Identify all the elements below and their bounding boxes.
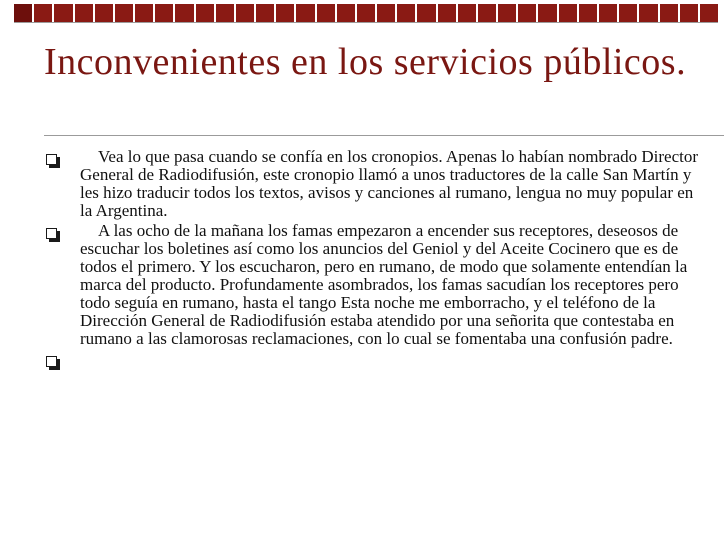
top-bar-block (357, 4, 375, 22)
bullet-text (80, 350, 704, 368)
top-bar-block (417, 4, 435, 22)
top-bar-block (559, 4, 577, 22)
top-bar-block (155, 4, 173, 22)
top-bar-block (216, 4, 234, 22)
top-bar-block (599, 4, 617, 22)
top-bar-block (397, 4, 415, 22)
bullet-text: Vea lo que pasa cuando se confía en los cronopios. Apenas lo habían nombrado Director General de Radiodifusión, este cronopio llamó a unos traductores de la calle San Martín y les hizo traducir todos los textos, avisos y canciones al rumano, lengua no muy popular en la Argentina. (80, 147, 699, 220)
square-bullet-icon (46, 356, 57, 367)
top-bar-block (337, 4, 355, 22)
bullet-text: A las ocho de la mañana los famas empezaron a encender sus receptores, deseosos de escuchar los boletines así como los anuncios del Geniol y del Aceite Cocinero que es de todos el primero. Y los escucharon, pero en rumano, de modo que solamente entendían la marca del producto. Profundamente asombrados, los famas sacudían los receptores pero todo seguía en rumano, hasta el tango Esta noche me emborracho, y el teléfono de la Dirección General de Radiodifusión estaba atendido por una señorita que contestaba en rumano a las clamorosas reclamaciones, con lo cual se fomentaba una confusión padre. (80, 221, 688, 348)
bullet-item (44, 350, 704, 368)
top-bar-block (498, 4, 516, 22)
top-decorative-bar (0, 0, 728, 24)
top-bar-block (458, 4, 476, 22)
square-bullet-icon (46, 154, 57, 165)
top-bar-block (579, 4, 597, 22)
top-bar-block (700, 4, 718, 22)
top-bar-block (680, 4, 698, 22)
slide-title: Inconvenientes en los servicios públicos. (44, 41, 687, 83)
top-divider-line (14, 22, 718, 23)
bullet-item (44, 148, 704, 220)
top-bar-block (34, 4, 52, 22)
top-bar-block (518, 4, 536, 22)
top-bar-block (236, 4, 254, 22)
top-bar-block (196, 4, 214, 22)
top-bar-block (538, 4, 556, 22)
square-bullet-icon (46, 228, 57, 239)
top-bar-block (276, 4, 294, 22)
top-bar-block (317, 4, 335, 22)
top-bar-block (14, 4, 32, 22)
top-bar-block (438, 4, 456, 22)
top-bar-blocks (14, 4, 718, 22)
top-bar-block (619, 4, 637, 22)
top-bar-block (377, 4, 395, 22)
top-bar-block (256, 4, 274, 22)
top-bar-block (478, 4, 496, 22)
title-divider-line (44, 135, 724, 136)
bullet-list (44, 148, 704, 370)
top-bar-block (54, 4, 72, 22)
top-bar-block (95, 4, 113, 22)
top-bar-block (115, 4, 133, 22)
top-bar-block (175, 4, 193, 22)
top-bar-block (135, 4, 153, 22)
top-bar-block (660, 4, 678, 22)
top-bar-block (75, 4, 93, 22)
bullet-item (44, 222, 704, 348)
top-bar-block (296, 4, 314, 22)
top-bar-block (639, 4, 657, 22)
